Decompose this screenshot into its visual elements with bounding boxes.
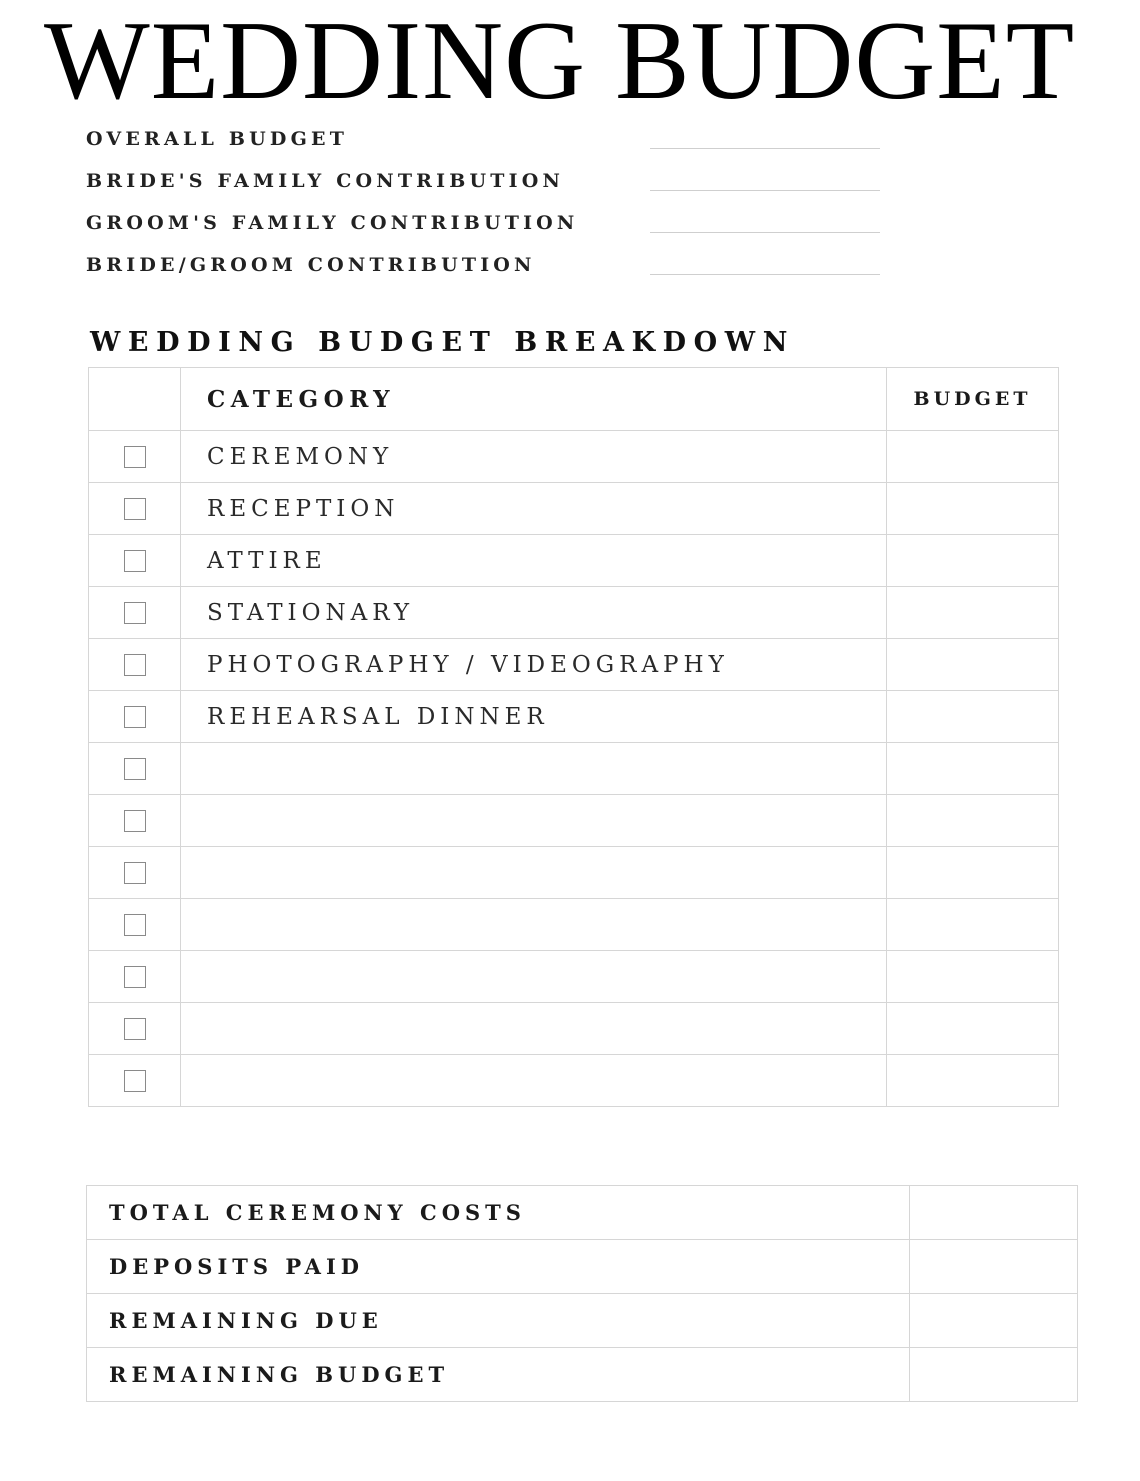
contribution-input-line[interactable] [650, 274, 880, 275]
totals-row [87, 1294, 1078, 1348]
checkbox-cell [89, 847, 181, 899]
table-row [89, 535, 1059, 587]
budget-cell[interactable] [887, 899, 1059, 951]
totals-row [87, 1348, 1078, 1402]
budget-cell[interactable] [887, 587, 1059, 639]
row-checkbox[interactable] [124, 654, 146, 676]
deposits-paid-value[interactable] [910, 1240, 1078, 1294]
table-row [89, 1055, 1059, 1107]
budget-cell[interactable] [887, 691, 1059, 743]
table-row [89, 639, 1059, 691]
remaining-due-value[interactable] [910, 1294, 1078, 1348]
contribution-row-bride-groom [86, 250, 886, 280]
budget-cell[interactable] [887, 483, 1059, 535]
table-row [89, 951, 1059, 1003]
contribution-label: BRIDE/GROOM CONTRIBUTION [86, 254, 536, 276]
remaining-due-label: REMAINING DUE [87, 1294, 910, 1348]
contribution-row-overall-budget [86, 124, 886, 154]
checkbox-cell [89, 587, 181, 639]
row-checkbox[interactable] [124, 446, 146, 468]
checkbox-cell [89, 535, 181, 587]
budget-cell[interactable] [887, 1055, 1059, 1107]
checkbox-cell [89, 795, 181, 847]
contribution-input-line[interactable] [650, 232, 880, 233]
checkbox-cell [89, 1055, 181, 1107]
header-check-cell [89, 368, 181, 431]
deposits-paid-label: DEPOSITS PAID [87, 1240, 910, 1294]
header-category: CATEGORY [181, 368, 887, 431]
breakdown-title: WEDDING BUDGET BREAKDOWN [90, 327, 795, 358]
table-row [89, 483, 1059, 535]
table-row [89, 1003, 1059, 1055]
category-cell[interactable] [181, 795, 887, 847]
category-cell[interactable]: STATIONARY [181, 587, 887, 639]
table-row [89, 431, 1059, 483]
budget-cell[interactable] [887, 431, 1059, 483]
page-title: WEDDING BUDGET [44, 0, 1076, 123]
contribution-row-grooms-family [86, 208, 886, 238]
row-checkbox[interactable] [124, 914, 146, 936]
table-row [89, 795, 1059, 847]
row-checkbox[interactable] [124, 602, 146, 624]
row-checkbox[interactable] [124, 758, 146, 780]
contribution-label: OVERALL BUDGET [86, 128, 349, 150]
row-checkbox[interactable] [124, 1070, 146, 1092]
category-cell[interactable] [181, 951, 887, 1003]
table-row [89, 587, 1059, 639]
budget-breakdown-table [88, 367, 1059, 1107]
category-cell[interactable]: CEREMONY [181, 431, 887, 483]
budget-cell[interactable] [887, 743, 1059, 795]
totals-row [87, 1240, 1078, 1294]
checkbox-cell [89, 743, 181, 795]
category-cell[interactable] [181, 1003, 887, 1055]
budget-cell[interactable] [887, 639, 1059, 691]
total-ceremony-costs-label: TOTAL CEREMONY COSTS [87, 1186, 910, 1240]
table-row [89, 899, 1059, 951]
row-checkbox[interactable] [124, 862, 146, 884]
total-ceremony-costs-value[interactable] [910, 1186, 1078, 1240]
row-checkbox[interactable] [124, 498, 146, 520]
contribution-label: GROOM'S FAMILY CONTRIBUTION [86, 212, 579, 234]
category-cell[interactable]: ATTIRE [181, 535, 887, 587]
category-cell[interactable] [181, 743, 887, 795]
contribution-input-line[interactable] [650, 148, 880, 149]
table-row [89, 691, 1059, 743]
row-checkbox[interactable] [124, 810, 146, 832]
contribution-label: BRIDE'S FAMILY CONTRIBUTION [86, 170, 565, 192]
totals-table [86, 1185, 1078, 1402]
checkbox-cell [89, 951, 181, 1003]
budget-cell[interactable] [887, 847, 1059, 899]
row-checkbox[interactable] [124, 550, 146, 572]
totals-row [87, 1186, 1078, 1240]
row-checkbox[interactable] [124, 1018, 146, 1040]
remaining-budget-label: REMAINING BUDGET [87, 1348, 910, 1402]
checkbox-cell [89, 431, 181, 483]
checkbox-cell [89, 483, 181, 535]
category-cell[interactable] [181, 899, 887, 951]
category-cell[interactable]: PHOTOGRAPHY / VIDEOGRAPHY [181, 639, 887, 691]
row-checkbox[interactable] [124, 966, 146, 988]
checkbox-cell [89, 639, 181, 691]
table-header-row [89, 368, 1059, 431]
budget-cell[interactable] [887, 795, 1059, 847]
table-row [89, 847, 1059, 899]
budget-cell[interactable] [887, 1003, 1059, 1055]
category-cell[interactable]: RECEPTION [181, 483, 887, 535]
checkbox-cell [89, 899, 181, 951]
table-row [89, 743, 1059, 795]
category-cell[interactable]: REHEARSAL DINNER [181, 691, 887, 743]
row-checkbox[interactable] [124, 706, 146, 728]
remaining-budget-value[interactable] [910, 1348, 1078, 1402]
category-cell[interactable] [181, 1055, 887, 1107]
contribution-row-brides-family [86, 166, 886, 196]
checkbox-cell [89, 691, 181, 743]
contribution-input-line[interactable] [650, 190, 880, 191]
header-budget: BUDGET [887, 368, 1059, 431]
category-cell[interactable] [181, 847, 887, 899]
budget-cell[interactable] [887, 951, 1059, 1003]
budget-cell[interactable] [887, 535, 1059, 587]
checkbox-cell [89, 1003, 181, 1055]
